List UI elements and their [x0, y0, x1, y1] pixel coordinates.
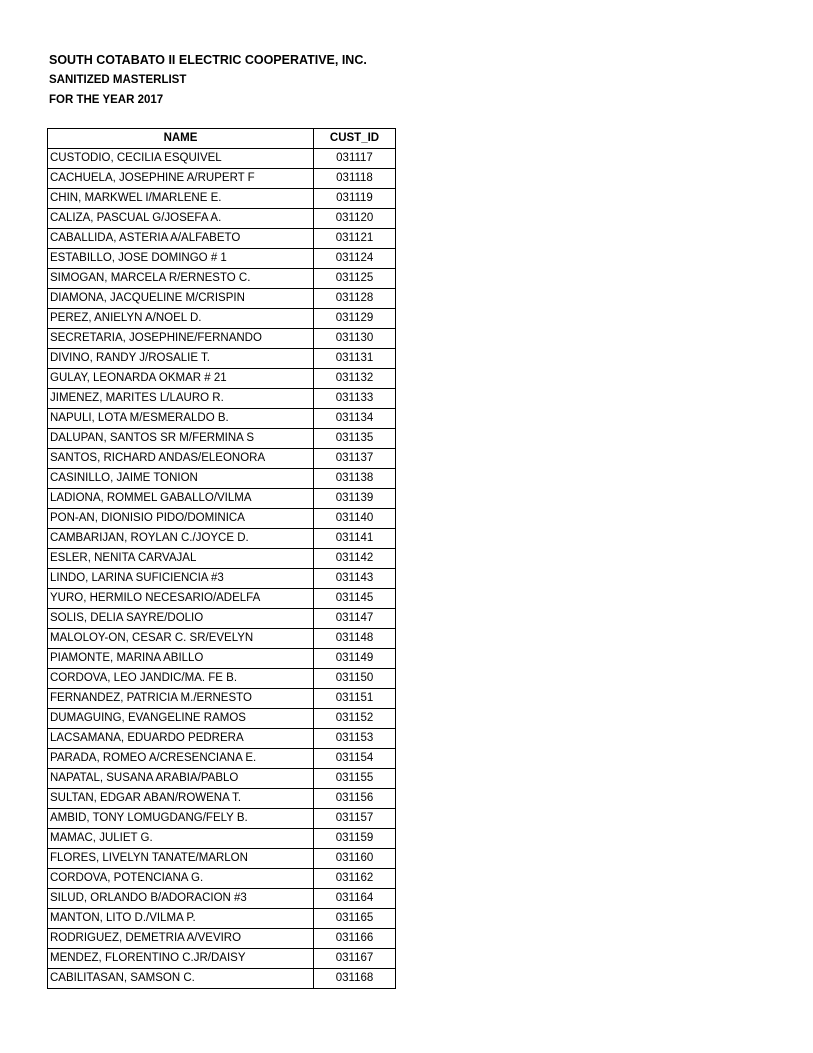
customer-name-cell: SULTAN, EDGAR ABAN/ROWENA T. [48, 789, 314, 809]
document-subtitle: SANITIZED MASTERLIST [49, 74, 187, 86]
table-header-row [48, 129, 396, 149]
customer-id-cell: 031117 [314, 149, 396, 169]
customer-name-cell: SILUD, ORLANDO B/ADORACION #3 [48, 889, 314, 909]
table-row [48, 529, 396, 549]
customer-name-cell: NAPULI, LOTA M/ESMERALDO B. [48, 409, 314, 429]
customer-name-cell: JIMENEZ, MARITES L/LAURO R. [48, 389, 314, 409]
table-row [48, 169, 396, 189]
customer-id-cell: 031150 [314, 669, 396, 689]
customer-id-cell: 031128 [314, 289, 396, 309]
table-row [48, 849, 396, 869]
table-row [48, 649, 396, 669]
table-row [48, 669, 396, 689]
customer-name-cell: MENDEZ, FLORENTINO C.JR/DAISY [48, 949, 314, 969]
table-row [48, 569, 396, 589]
table-row [48, 209, 396, 229]
table-row [48, 789, 396, 809]
table-row [48, 909, 396, 929]
customer-id-cell: 031167 [314, 949, 396, 969]
customer-name-cell: PEREZ, ANIELYN A/NOEL D. [48, 309, 314, 329]
customer-name-cell: CUSTODIO, CECILIA ESQUIVEL [48, 149, 314, 169]
table-row [48, 229, 396, 249]
table-row [48, 369, 396, 389]
customer-id-cell: 031132 [314, 369, 396, 389]
table-row [48, 269, 396, 289]
table-row [48, 709, 396, 729]
document-header [49, 50, 367, 110]
table-row [48, 489, 396, 509]
customer-name-cell: CALIZA, PASCUAL G/JOSEFA A. [48, 209, 314, 229]
customer-name-cell: SOLIS, DELIA SAYRE/DOLIO [48, 609, 314, 629]
customer-id-cell: 031118 [314, 169, 396, 189]
customer-id-cell: 031147 [314, 609, 396, 629]
customer-name-cell: LADIONA, ROMMEL GABALLO/VILMA [48, 489, 314, 509]
table-row [48, 409, 396, 429]
table-row [48, 949, 396, 969]
table-row [48, 509, 396, 529]
customer-name-cell: DUMAGUING, EVANGELINE RAMOS [48, 709, 314, 729]
table-row [48, 329, 396, 349]
customer-id-cell: 031148 [314, 629, 396, 649]
customer-id-cell: 031141 [314, 529, 396, 549]
customer-id-cell: 031129 [314, 309, 396, 329]
table-row [48, 609, 396, 629]
customer-name-cell: CORDOVA, LEO JANDIC/MA. FE B. [48, 669, 314, 689]
customer-name-cell: DIAMONA, JACQUELINE M/CRISPIN [48, 289, 314, 309]
customer-name-cell: PARADA, ROMEO A/CRESENCIANA E. [48, 749, 314, 769]
table-row [48, 389, 396, 409]
customer-id-cell: 031139 [314, 489, 396, 509]
masterlist-table [47, 128, 396, 989]
customer-name-cell: ESTABILLO, JOSE DOMINGO # 1 [48, 249, 314, 269]
customer-id-cell: 031168 [314, 969, 396, 989]
customer-name-cell: MANTON, LITO D./VILMA P. [48, 909, 314, 929]
customer-id-cell: 031121 [314, 229, 396, 249]
customer-name-cell: DIVINO, RANDY J/ROSALIE T. [48, 349, 314, 369]
customer-id-cell: 031124 [314, 249, 396, 269]
customer-name-cell: DALUPAN, SANTOS SR M/FERMINA S [48, 429, 314, 449]
table-row [48, 969, 396, 989]
customer-id-cell: 031156 [314, 789, 396, 809]
table-row [48, 869, 396, 889]
customer-id-cell: 031160 [314, 849, 396, 869]
customer-name-cell: CABILITASAN, SAMSON C. [48, 969, 314, 989]
customer-name-cell: PON-AN, DIONISIO PIDO/DOMINICA [48, 509, 314, 529]
customer-id-cell: 031165 [314, 909, 396, 929]
customer-id-cell: 031153 [314, 729, 396, 749]
document-year: FOR THE YEAR 2017 [49, 94, 164, 106]
table-row [48, 149, 396, 169]
customer-name-cell: CORDOVA, POTENCIANA G. [48, 869, 314, 889]
table-row [48, 729, 396, 749]
customer-id-cell: 031125 [314, 269, 396, 289]
table-row [48, 689, 396, 709]
customer-name-cell: SECRETARIA, JOSEPHINE/FERNANDO [48, 329, 314, 349]
customer-id-cell: 031135 [314, 429, 396, 449]
table-row [48, 449, 396, 469]
company-name: SOUTH COTABATO II ELECTRIC COOPERATIVE, INC. [49, 53, 367, 67]
customer-id-cell: 031159 [314, 829, 396, 849]
table-row [48, 589, 396, 609]
table-row [48, 889, 396, 909]
table-row [48, 469, 396, 489]
customer-name-cell: CABALLIDA, ASTERIA A/ALFABETO [48, 229, 314, 249]
customer-id-cell: 031138 [314, 469, 396, 489]
table-row [48, 769, 396, 789]
table-body [48, 149, 396, 989]
customer-name-cell: FERNANDEZ, PATRICIA M./ERNESTO [48, 689, 314, 709]
customer-id-cell: 031131 [314, 349, 396, 369]
customer-name-cell: SANTOS, RICHARD ANDAS/ELEONORA [48, 449, 314, 469]
table-row [48, 349, 396, 369]
customer-name-cell: PIAMONTE, MARINA ABILLO [48, 649, 314, 669]
table-row [48, 309, 396, 329]
customer-name-cell: MAMAC, JULIET G. [48, 829, 314, 849]
customer-name-cell: AMBID, TONY LOMUGDANG/FELY B. [48, 809, 314, 829]
customer-name-cell: MALOLOY-ON, CESAR C. SR/EVELYN [48, 629, 314, 649]
customer-name-cell: RODRIGUEZ, DEMETRIA A/VEVIRO [48, 929, 314, 949]
customer-id-cell: 031140 [314, 509, 396, 529]
customer-id-cell: 031164 [314, 889, 396, 909]
table-row [48, 289, 396, 309]
table-row [48, 809, 396, 829]
customer-name-cell: ESLER, NENITA CARVAJAL [48, 549, 314, 569]
customer-id-cell: 031119 [314, 189, 396, 209]
customer-name-cell: SIMOGAN, MARCELA R/ERNESTO C. [48, 269, 314, 289]
column-header-cust-id: CUST_ID [314, 129, 396, 149]
table-row [48, 829, 396, 849]
customer-name-cell: CHIN, MARKWEL I/MARLENE E. [48, 189, 314, 209]
customer-name-cell: NAPATAL, SUSANA ARABIA/PABLO [48, 769, 314, 789]
table-row [48, 629, 396, 649]
customer-name-cell: FLORES, LIVELYN TANATE/MARLON [48, 849, 314, 869]
customer-id-cell: 031149 [314, 649, 396, 669]
column-header-name: NAME [48, 129, 314, 149]
customer-id-cell: 031133 [314, 389, 396, 409]
customer-id-cell: 031155 [314, 769, 396, 789]
customer-id-cell: 031162 [314, 869, 396, 889]
customer-id-cell: 031134 [314, 409, 396, 429]
customer-id-cell: 031137 [314, 449, 396, 469]
customer-id-cell: 031151 [314, 689, 396, 709]
customer-name-cell: GULAY, LEONARDA OKMAR # 21 [48, 369, 314, 389]
customer-id-cell: 031130 [314, 329, 396, 349]
customer-id-cell: 031145 [314, 589, 396, 609]
customer-id-cell: 031120 [314, 209, 396, 229]
table-row [48, 549, 396, 569]
customer-name-cell: LINDO, LARINA SUFICIENCIA #3 [48, 569, 314, 589]
customer-id-cell: 031166 [314, 929, 396, 949]
customer-name-cell: LACSAMANA, EDUARDO PEDRERA [48, 729, 314, 749]
table-row [48, 929, 396, 949]
customer-id-cell: 031142 [314, 549, 396, 569]
customer-name-cell: YURO, HERMILO NECESARIO/ADELFA [48, 589, 314, 609]
table-row [48, 749, 396, 769]
customer-name-cell: CAMBARIJAN, ROYLAN C./JOYCE D. [48, 529, 314, 549]
customer-id-cell: 031157 [314, 809, 396, 829]
table-row [48, 429, 396, 449]
table-row [48, 249, 396, 269]
table-row [48, 189, 396, 209]
customer-id-cell: 031152 [314, 709, 396, 729]
customer-name-cell: CASINILLO, JAIME TONION [48, 469, 314, 489]
customer-id-cell: 031154 [314, 749, 396, 769]
customer-id-cell: 031143 [314, 569, 396, 589]
customer-name-cell: CACHUELA, JOSEPHINE A/RUPERT F [48, 169, 314, 189]
